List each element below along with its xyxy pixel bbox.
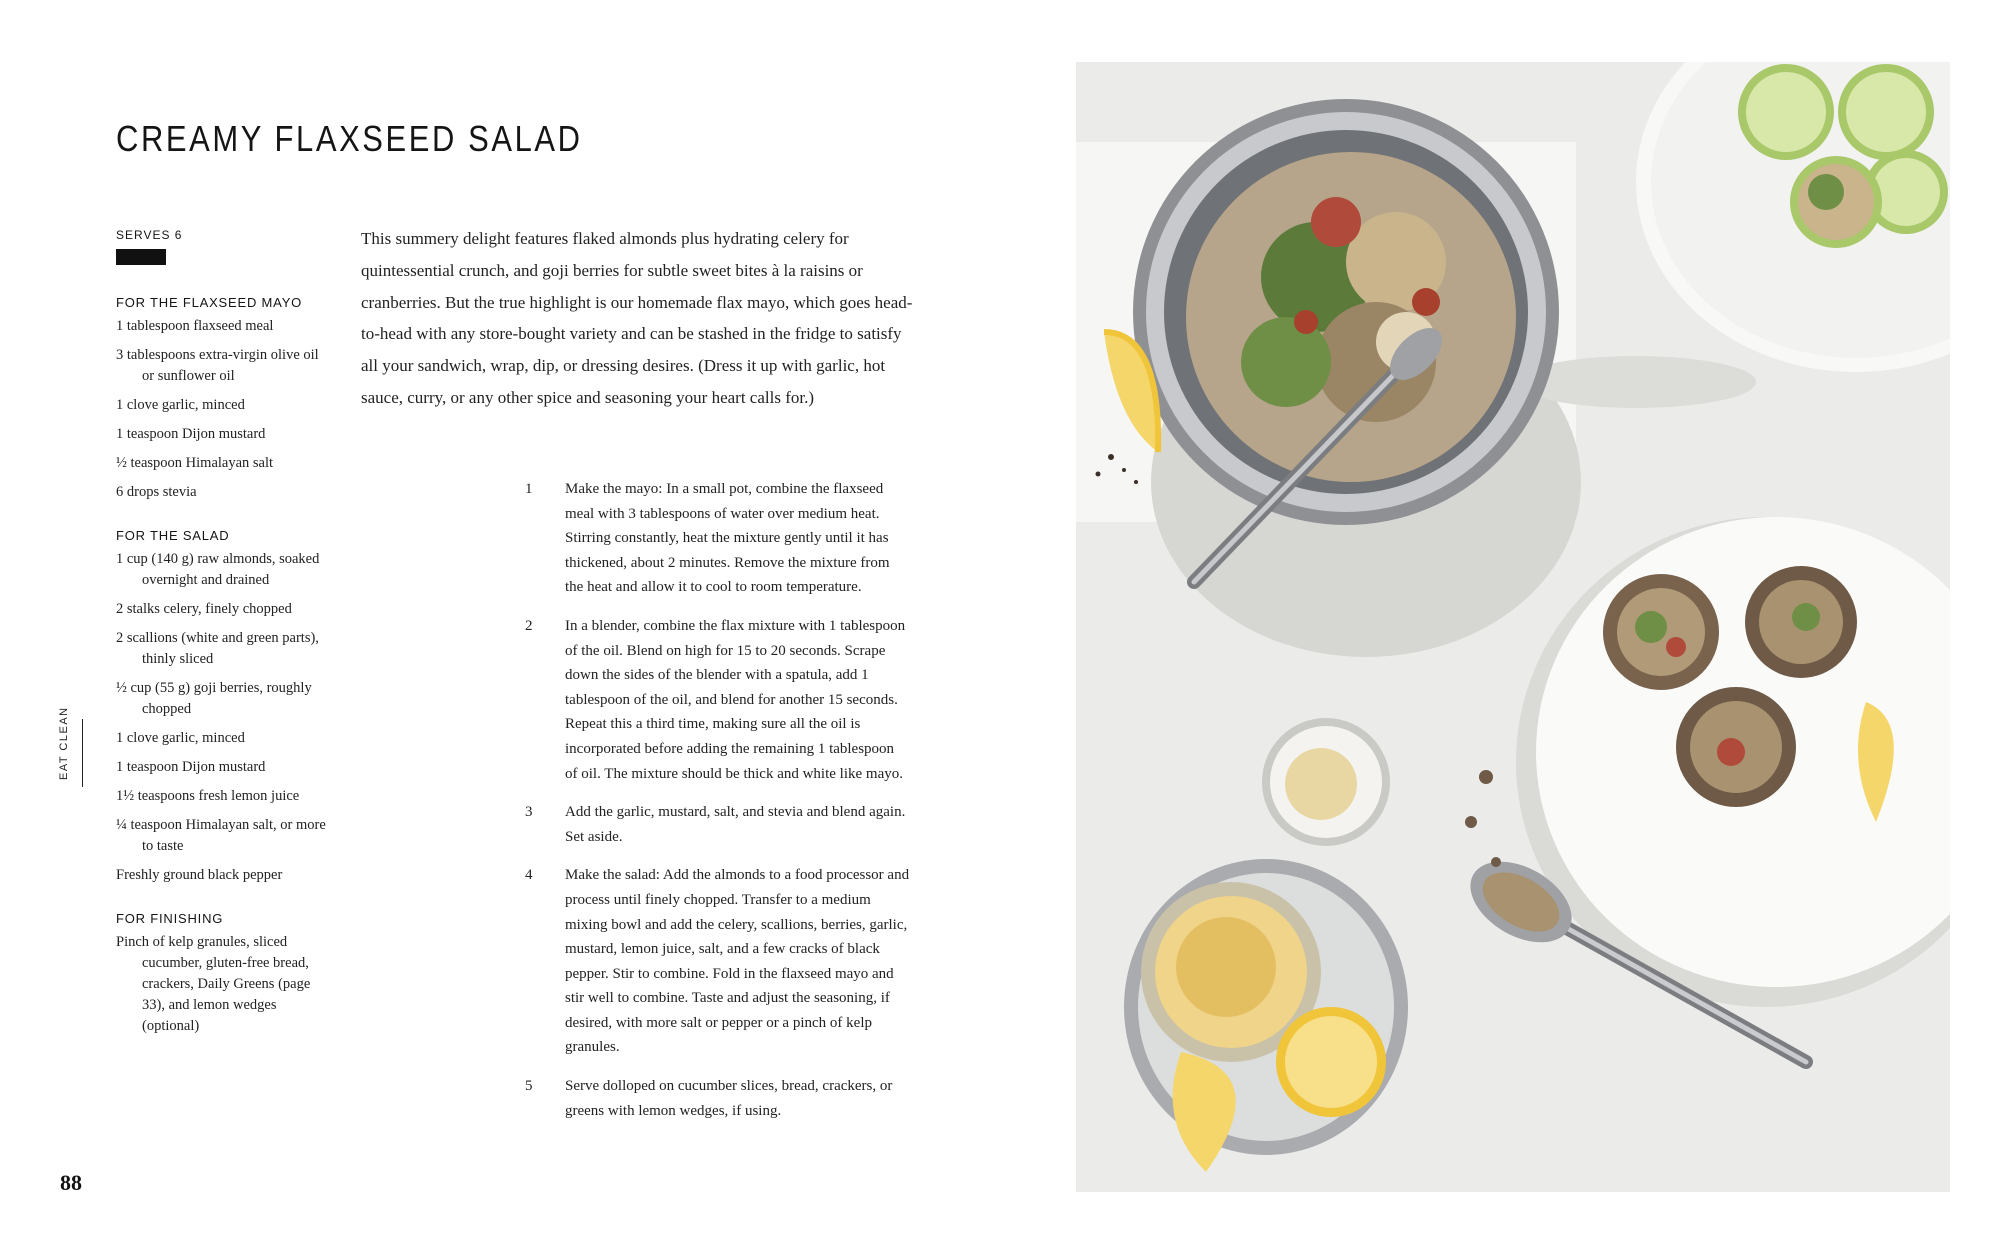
method-step	[525, 863, 910, 1060]
salad-bowl	[1133, 99, 1559, 525]
ingredient-group-heading: FOR THE FLAXSEED MAYO	[116, 295, 303, 310]
ingredient-list	[116, 932, 331, 1037]
ingredient-group-finishing	[116, 911, 331, 1037]
ingredient-item: 2 scallions (white and green parts), thinly sliced	[116, 630, 319, 667]
method-steps	[525, 477, 910, 1137]
ingredient-item: 1 clove garlic, minced	[116, 397, 245, 413]
ingredient-item: 1 tablespoon flaxseed meal	[116, 318, 274, 334]
method-step	[525, 477, 910, 600]
step-number: 3	[525, 804, 533, 821]
ingredient-item: Pinch of kelp granules, sliced cucumber, gluten-free bread, crackers, Daily Greens (page 33), and lemon wedges (optional)	[116, 934, 311, 1034]
ingredient-item: 1 clove garlic, minced	[116, 730, 245, 746]
ingredient-item: 6 drops stevia	[116, 484, 197, 500]
ingredient-list	[116, 549, 331, 886]
step-text: Add the garlic, mustard, salt, and stevia and blend again. Set aside.	[565, 804, 906, 845]
recipe-photo	[1076, 62, 1950, 1192]
step-number: 5	[525, 1078, 533, 1095]
ingredient-item: 1 teaspoon Dijon mustard	[116, 759, 266, 775]
ingredient-item: ¼ teaspoon Himalayan salt, or more to taste	[116, 817, 326, 854]
step-text: Make the mayo: In a small pot, combine the flaxseed meal with 3 tablespoons of water over medium heat. Stirring constantly, heat the mixture gently until it has thickened, about 2 minutes. Remove the mixture from the heat and allow it to cool to room temperature.	[565, 481, 890, 596]
recipe-intro: This summery delight features flaked almonds plus hydrating celery for quintessential crunch, and goji berries for subtle sweet bites à la raisins or cranberries. But the true highlight is our homemade flax mayo, which goes head-to-head with any store-bought variety and can be stashed in the fridge to satisfy all your sandwich, wrap, dip, or dressing desires. (Dress it up with garlic, hot sauce, curry, or any other spice and seasoning your heart calls for.)	[361, 229, 913, 407]
step-text: Make the salad: Add the almonds to a food processor and process until finely chopped. Transfer to a medium mixing bowl and add the celery, scallions, berries, garlic, mustard, lemon juice, salt, and a few cracks of black pepper. Stir to combine. Fold in the flaxseed mayo and stir well to combine. Taste and adjust the seasoning, if desired, with more salt or pepper or a pinch of kelp granules.	[565, 867, 910, 1056]
recipe-title: CREAMY FLAXSEED SALAD	[116, 118, 583, 159]
ingredient-list	[116, 316, 331, 503]
method-step	[525, 1074, 910, 1123]
ingredient-group-heading: FOR THE SALAD	[116, 528, 230, 543]
ingredient-group-mayo	[116, 295, 331, 503]
ingredient-item: 1½ teaspoons fresh lemon juice	[116, 788, 300, 804]
method-step	[525, 800, 910, 849]
step-number: 2	[525, 617, 533, 634]
ingredients-column	[116, 295, 331, 1062]
ingredient-group-heading: FOR FINISHING	[116, 911, 224, 926]
ingredient-item: 1 cup (140 g) raw almonds, soaked overnight and drained	[116, 551, 320, 588]
section-label: EAT CLEAN	[58, 706, 70, 780]
ingredient-item: 1 teaspoon Dijon mustard	[116, 426, 266, 442]
step-text: In a blender, combine the flax mixture with 1 tablespoon of the oil. Blend on high for 15 to 20 seconds. Scrape down the sides of the blender with a spatula, add 1 tablespoon of the oil, and blend for another 15 seconds. Repeat this a third time, making sure all the oil is incorporated before adding the remaining 1 tablespoon of oil. The mixture should be thick and white like mayo.	[565, 617, 906, 782]
ingredient-item: Freshly ground black pepper	[116, 867, 283, 883]
ingredient-item: ½ cup (55 g) goji berries, roughly chopped	[116, 680, 312, 717]
food-photo-illustration	[1076, 62, 1950, 1192]
step-text: Serve dolloped on cucumber slices, bread, crackers, or greens with lemon wedges, if using.	[565, 1078, 893, 1119]
ingredient-item: 2 stalks celery, finely chopped	[116, 601, 292, 617]
serves-label: SERVES 6	[116, 228, 183, 242]
step-number: 4	[525, 867, 533, 884]
ingredient-item: ½ teaspoon Himalayan salt	[116, 455, 274, 471]
serves-bar	[116, 249, 166, 265]
ingredient-item: 3 tablespoons extra-virgin olive oil or sunflower oil	[116, 347, 319, 384]
step-number: 1	[525, 481, 533, 497]
mayo-dish	[1262, 718, 1390, 846]
method-step	[525, 614, 910, 786]
page-number: 88	[60, 1170, 82, 1195]
ingredient-group-salad	[116, 528, 331, 886]
